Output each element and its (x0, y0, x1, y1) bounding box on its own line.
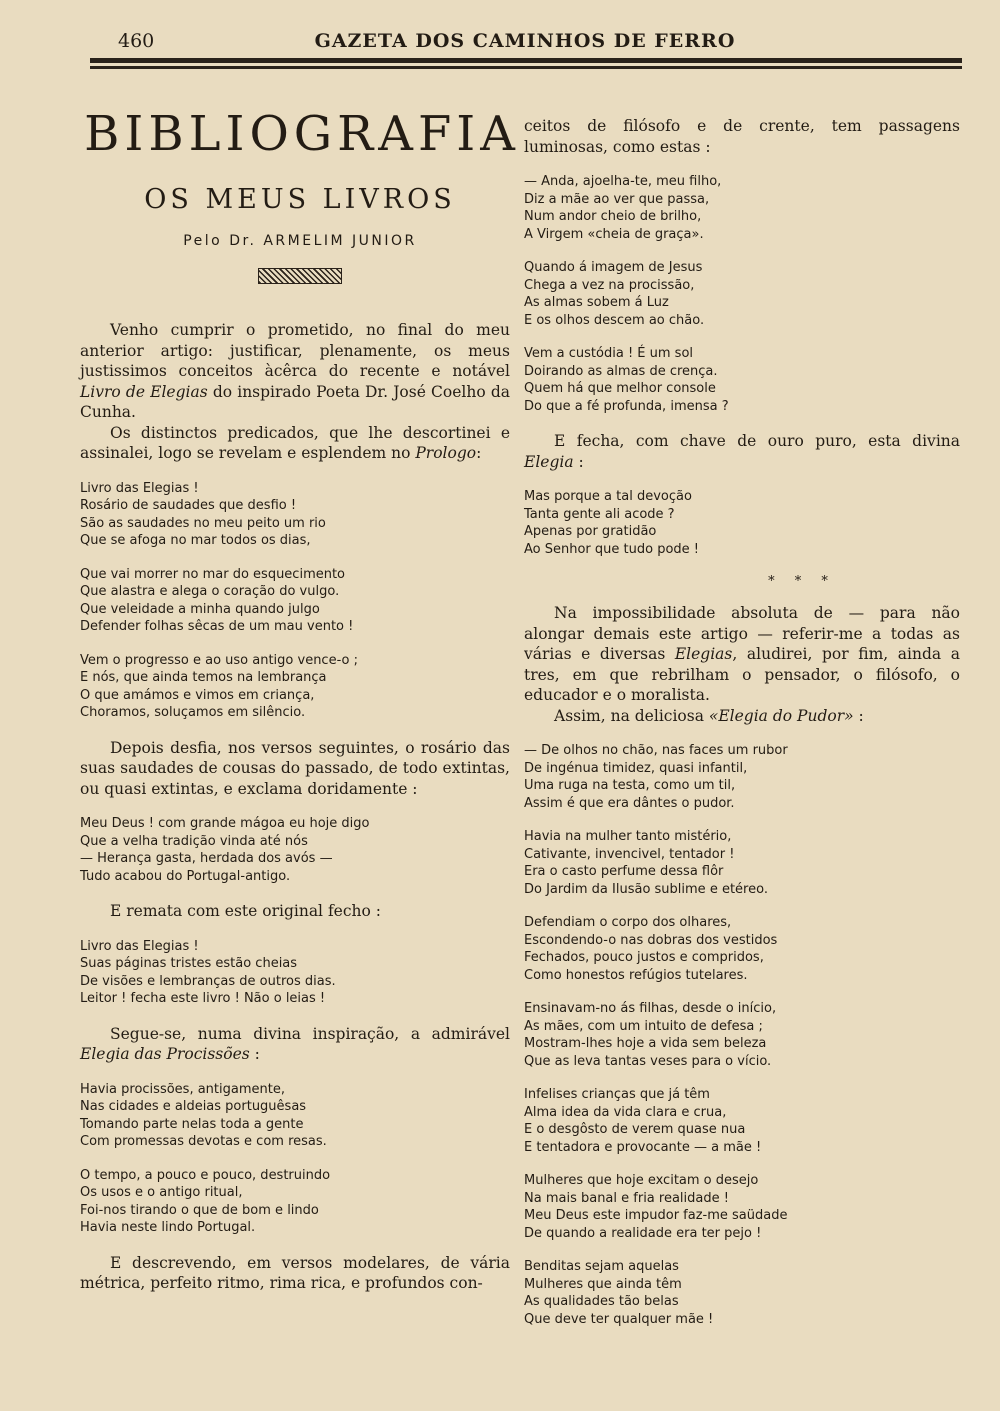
verse-stanza (524, 1000, 960, 1070)
book-title: Livro de Elegias (80, 382, 208, 401)
paragraph (524, 431, 960, 472)
verse-line: Tudo acabou do Portugal-antigo. (80, 868, 291, 884)
verse-line: Que vai morrer no mar do esquecimento (80, 566, 346, 582)
verse-stanza (524, 488, 960, 558)
page-number: 460 (118, 30, 155, 52)
verse-line: — De olhos no chão, nas faces um rubor (524, 743, 788, 758)
text: do inspirado Poeta Dr. José Coelho da Cunha. (80, 382, 510, 421)
verse-line: Benditas sejam aquelas (524, 1259, 679, 1274)
verse-line: Havia na mulher tanto mistério, (524, 829, 732, 844)
verse-line: Ao Senhor que tudo pode ! (524, 541, 700, 557)
verse-line: Escondendo-o nas dobras dos vestidos (524, 932, 778, 948)
verse-line: Suas páginas tristes estão cheias (80, 956, 298, 971)
right-column (524, 116, 960, 1344)
verse-line: De ingénua timidez, quasi infantil, (524, 760, 748, 776)
verse-line: De visões e lembranças de outros dias. (80, 973, 336, 989)
verse-line: Mas porque a tal devoção (524, 489, 692, 504)
paragraph (524, 706, 960, 727)
verse-line: Rosário de saudades que desfio ! (80, 498, 297, 513)
paragraph: Depois desfia, nos versos seguintes, o rosário das suas saudades de cousas do passado, de todo extintas, ou quasi extintas, e exclama doridamente : (80, 738, 510, 798)
verse-line: Havia procissões, antigamente, (80, 1081, 285, 1097)
verse-stanza (80, 1081, 510, 1151)
paragraph: ceitos de filósofo e de crente, tem passagens luminosas, como estas : (524, 117, 960, 156)
verse-line: Ensinavam-no ás filhas, desde o início, (524, 1001, 777, 1016)
verse-stanza (80, 480, 510, 550)
verse-line: — Herança gasta, herdada dos avós — (80, 851, 333, 866)
verse-line: Choramos, soluçamos em silêncio. (80, 705, 306, 720)
verse-line: Fechados, pouco justos e compridos, (524, 950, 764, 965)
text: Segue-se, numa divina inspiração, a admirável (110, 1024, 510, 1043)
elegy-title: «Elegia do Pudor» (708, 706, 854, 725)
article-byline: Pelo Dr. ARMELIM JUNIOR (183, 233, 417, 249)
verse-line: Que veleidade a minha quando julgo (80, 601, 320, 617)
verse-stanza (524, 345, 960, 415)
verse-line: E tentadora e provocante — a mãe ! (524, 1139, 762, 1155)
verse-stanza (524, 828, 960, 898)
verse-stanza (80, 1167, 510, 1237)
verse-line: Com promessas devotas e com resas. (80, 1134, 327, 1149)
verse-line: Meu Deus este impudor faz-me saüdade (524, 1208, 788, 1223)
verse-line: E o desgôsto de verem quase nua (524, 1122, 746, 1137)
verse-line: Do que a fé profunda, imensa ? (524, 398, 729, 414)
paragraph (80, 423, 510, 464)
text: : (249, 1045, 260, 1063)
verse-line: Mostram-lhes hoje a vida sem beleza (524, 1036, 767, 1051)
paragraph (524, 603, 960, 706)
verse-line: De quando a realidade era ter pejo ! (524, 1225, 762, 1241)
verse-line: Mulheres que ainda têm (524, 1276, 682, 1292)
verse-stanza (80, 815, 510, 885)
text: : (476, 444, 482, 462)
verse-line: Como honestos refúgios tutelares. (524, 967, 748, 983)
verse-line: Os usos e o antigo ritual, (80, 1185, 243, 1200)
verse-line: Mulheres que hoje excitam o desejo (524, 1173, 759, 1188)
text: Os distinctos predicados, que lhe descortinei e assinalei, logo se revelam e esplendem no (80, 423, 510, 462)
verse-line: Cativante, invencivel, tentador ! (524, 846, 735, 862)
text: Venho cumprir o prometido, no final do meu anterior artigo: justificar, plenamente, os meus justissimos conceitos àcêrca do recente e notável (80, 321, 510, 380)
verse-line: Alma idea da vida clara e crua, (524, 1104, 727, 1120)
section-separator: * * * (768, 574, 836, 589)
verse-stanza (524, 1258, 960, 1328)
verse-line: As almas sobem á Luz (524, 295, 669, 310)
elegy-title: Elegia das Procissões (80, 1045, 250, 1063)
verse-line: Do Jardim da Ilusão sublime e etéreo. (524, 881, 768, 897)
verse-stanza (524, 1086, 960, 1156)
verse-line: Uma ruga na testa, como um til, (524, 778, 736, 793)
verse-line: A Virgem «cheia de graça». (524, 226, 704, 242)
verse-line: Meu Deus ! com grande mágoa eu hoje digo (80, 816, 370, 831)
verse-line: Tanta gente ali acode ? (524, 506, 675, 522)
text: : (573, 452, 584, 471)
verse-line: Que alastra e alega o coração do vulgo. (80, 584, 340, 599)
verse-line: As qualidades tão belas (524, 1294, 679, 1309)
verse-stanza (524, 1172, 960, 1242)
verse-line: Que as leva tantas veses para o vício. (524, 1053, 772, 1069)
verse-stanza (524, 173, 960, 243)
elegies-word: Elegias (674, 645, 733, 663)
verse-line: Defender folhas sêcas de um mau vento ! (80, 619, 354, 634)
verse-line: Era o casto perfume dessa flôr (524, 864, 724, 879)
article-title: BIBLIOGRAFIA (84, 106, 520, 162)
verse-stanza (524, 914, 960, 984)
verse-line: Quem há que melhor console (524, 381, 716, 396)
verse-line: Diz a mãe ao ver que passa, (524, 191, 710, 207)
paragraph (80, 320, 510, 423)
article-subtitle: OS MEUS LIVROS (144, 184, 456, 215)
verse-line: Assim é que era dântes o pudor. (524, 795, 735, 811)
verse-line: E nós, que ainda temos na lembrança (80, 670, 327, 685)
verse-line: Que a velha tradição vinda até nós (80, 833, 308, 849)
paragraph (80, 1024, 510, 1065)
verse-line: Vem a custódia ! É um sol (524, 346, 694, 361)
verse-line: Defendiam o corpo dos olhares, (524, 915, 732, 930)
text: E fecha, com chave de ouro puro, esta divina (554, 432, 960, 450)
verse-line: Leitor ! fecha este livro ! Não o leias ! (80, 991, 326, 1006)
verse-stanza (524, 259, 960, 329)
verse-line: E os olhos descem ao chão. (524, 312, 705, 328)
verse-line: Que se afoga no mar todos os dias, (80, 533, 311, 548)
text: Na impossibilidade absoluta de — para não alongar demais este artigo — referir-me a todas as várias e diversas (524, 604, 960, 663)
elegy-title: Elegia (524, 452, 574, 471)
verse-stanza (524, 742, 960, 812)
text: : (853, 706, 864, 725)
verse-line: Apenas por gratidão (524, 524, 657, 539)
verse-line: Livro das Elegias ! (80, 480, 199, 496)
paragraph: E remata com este original fecho : (110, 902, 381, 920)
left-column (80, 320, 510, 1294)
text: Assim, na deliciosa (554, 706, 709, 725)
masthead: GAZETA DOS CAMINHOS DE FERRO (314, 30, 736, 52)
title-ornament (258, 268, 342, 284)
verse-line: São as saudades no meu peito um rio (80, 515, 326, 531)
verse-line: Livro das Elegias ! (80, 938, 199, 954)
verse-stanza (80, 566, 510, 636)
verse-line: Foi-nos tirando o que de bom e lindo (80, 1202, 319, 1218)
verse-line: Na mais banal e fria realidade ! (524, 1190, 729, 1206)
verse-line: — Anda, ajoelha-te, meu filho, (524, 174, 722, 189)
verse-line: Nas cidades e aldeias portuguêsas (80, 1099, 307, 1114)
header-rule-thick (90, 58, 962, 63)
verse-stanza (80, 652, 510, 722)
verse-line: As mães, com um intuito de defesa ; (524, 1018, 763, 1034)
verse-line: Doirando as almas de crença. (524, 363, 718, 379)
prologue-title: Prologo (415, 444, 477, 462)
verse-line: Num andor cheio de brilho, (524, 209, 702, 224)
verse-line: Havia neste lindo Portugal. (80, 1220, 256, 1235)
verse-line: Chega a vez na procissão, (524, 277, 695, 293)
verse-line: Que deve ter qualquer mãe ! (524, 1311, 714, 1327)
verse-stanza (80, 938, 510, 1008)
verse-line: Tomando parte nelas toda a gente (80, 1116, 304, 1132)
header-rule-thin (90, 66, 962, 69)
text: , aludirei, por fim, ainda a tres, em que rebrilham o pensador, o filósofo, o educador e o moralista. (524, 645, 960, 704)
verse-line: Infelises crianças que já têm (524, 1087, 710, 1102)
verse-line: Vem o progresso e ao uso antigo vence-o ; (80, 652, 358, 668)
paragraph: E descrevendo, em versos modelares, de vária métrica, perfeito ritmo, rima rica, e profundos con- (80, 1253, 510, 1292)
verse-line: O que amámos e vimos em criança, (80, 687, 315, 703)
verse-line: Quando á imagem de Jesus (524, 260, 703, 275)
verse-line: O tempo, a pouco e pouco, destruindo (80, 1167, 331, 1183)
